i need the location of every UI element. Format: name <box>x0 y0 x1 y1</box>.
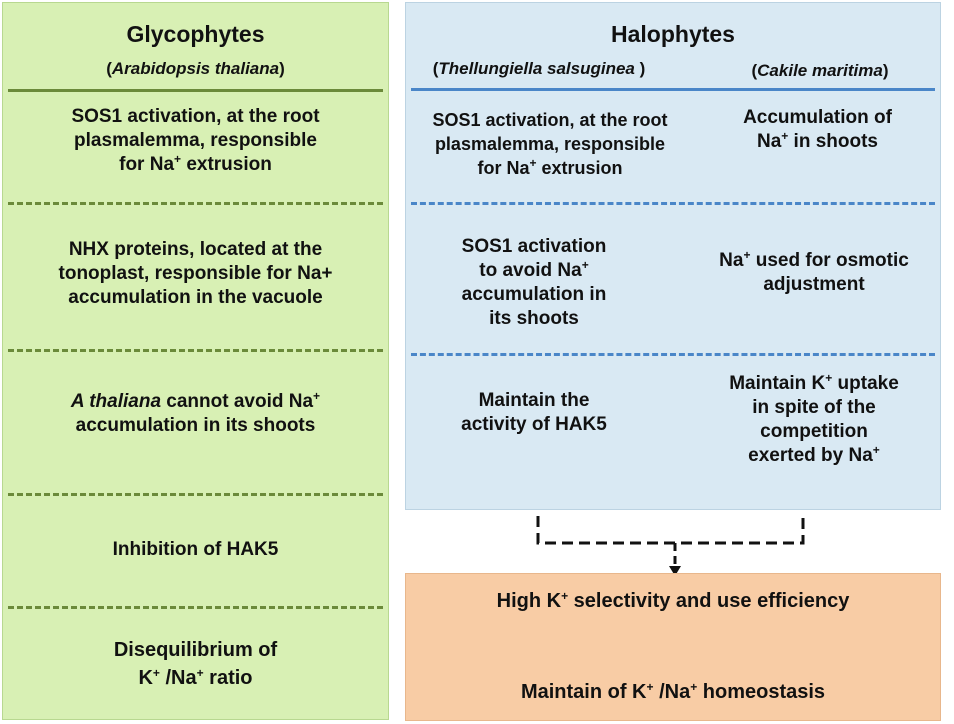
glycophytes-header-divider <box>8 89 383 92</box>
halo-hak5-text: Maintain the activity of HAK5 <box>461 390 607 435</box>
halophytes-species-thellungiella: (Thellungiella salsuginea ) <box>432 59 646 78</box>
halo-divider-1 <box>411 202 935 205</box>
outcome-homeostasis-text: Maintain of K+ /Na+ homeostasis <box>520 680 826 703</box>
halo-divider-2 <box>411 353 935 356</box>
glyco-divider-2 <box>8 349 383 352</box>
halo-osmotic-text: Na+ used for osmotic adjustment <box>719 248 909 295</box>
glyco-nhx-text: NHX proteins, located at the tonoplast, responsible for Na+ accumulation in the vacuole <box>58 239 333 308</box>
halo-k-uptake-text: Maintain K+ uptake in spite of the competition exerted by Na+ <box>729 371 899 466</box>
halophytes-species-cakile: (Cakile maritima) <box>751 61 889 80</box>
glyco-ratio-text: Disequilibrium of K+ /Na+ ratio <box>113 639 278 689</box>
halo-na-accumulation-text: Accumulation of Na+ in shoots <box>743 107 892 152</box>
glyco-divider-1 <box>8 202 383 205</box>
halo-sos1-root-text: SOS1 activation, at the root plasmalemma, responsible for Na+ extrusion <box>432 110 668 178</box>
glyco-shoot-accumulation-text: A thaliana cannot avoid Na+ accumulation in its shoots <box>70 389 321 436</box>
glyco-hak5-text: Inhibition of HAK5 <box>112 539 279 560</box>
glycophytes-species: (Arabidopsis thaliana) <box>106 59 285 78</box>
halophytes-title: Halophytes <box>611 21 735 47</box>
connector-dashed-line <box>538 516 803 543</box>
glyco-divider-3 <box>8 493 383 496</box>
glyco-divider-4 <box>8 606 383 609</box>
halo-sos1-shoot-text: SOS1 activation to avoid Na+ accumulation in its shoots <box>461 236 607 329</box>
outcome-selectivity-text: High K+ selectivity and use efficiency <box>496 589 850 612</box>
glycophytes-title: Glycophytes <box>126 21 265 47</box>
convergence-connector <box>530 510 815 580</box>
glyco-sos1-text: SOS1 activation, at the root plasmalemma, responsible for Na+ extrusion <box>71 106 320 175</box>
halophytes-header-divider <box>411 88 935 91</box>
